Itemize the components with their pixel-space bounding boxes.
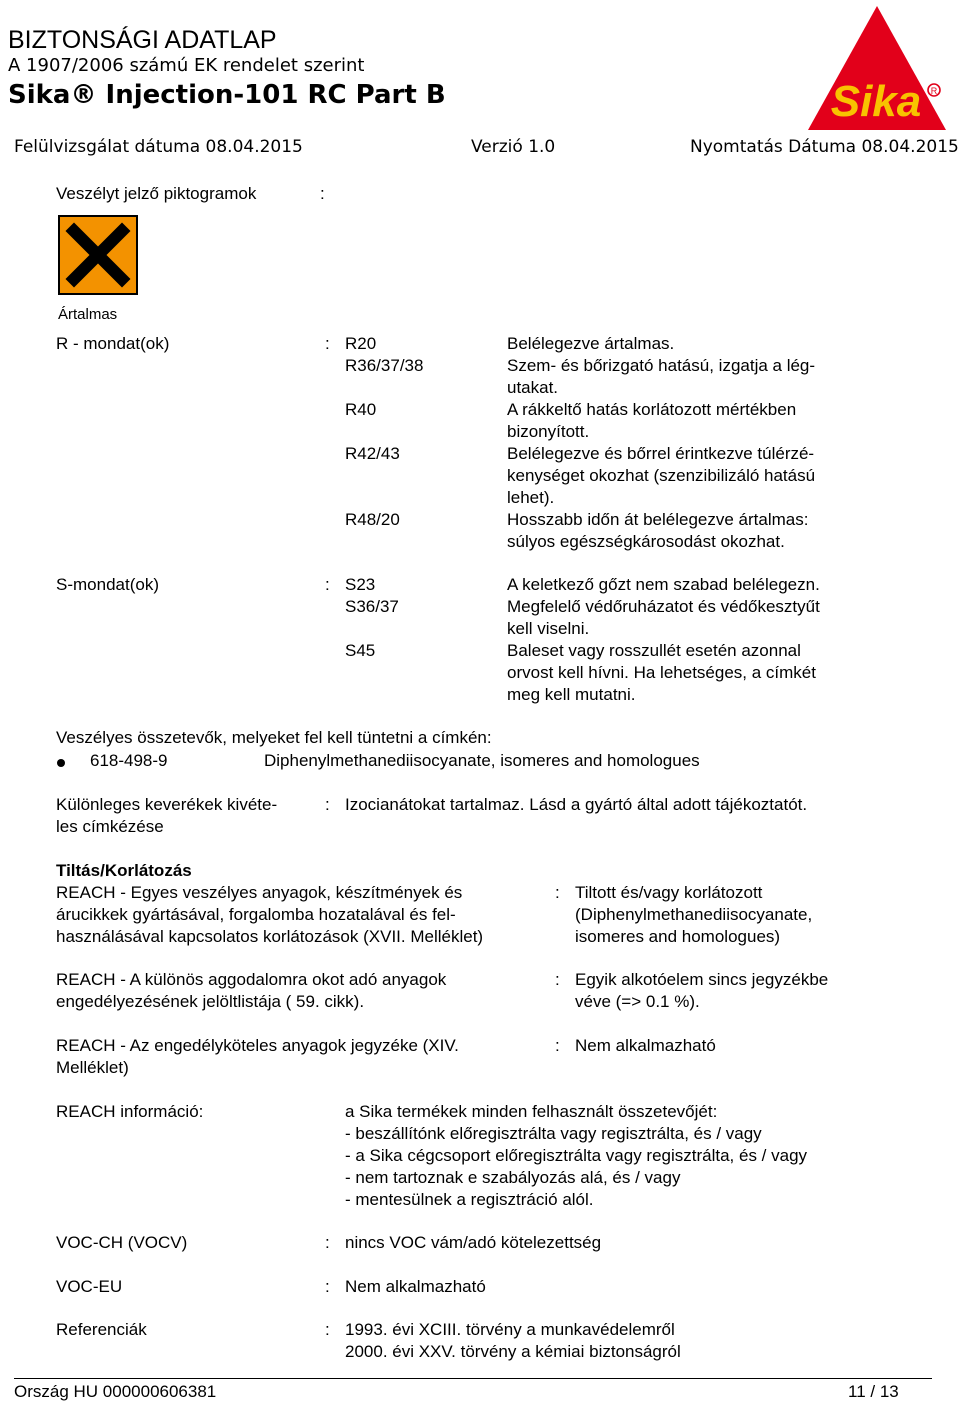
voc-ch-separator: : — [325, 1233, 330, 1252]
special-separator: : — [325, 795, 330, 814]
references-separator: : — [325, 1320, 330, 1339]
s-text-line: Baleset vagy rosszullét esetén azonnal — [507, 641, 801, 660]
s-text-line: Megfelelő védőruházatot és védőkesztyűt — [507, 597, 820, 616]
restriction-separator: : — [555, 883, 560, 902]
r-text-line: utakat. — [507, 378, 559, 397]
r-text-line: Belélegezve ártalmas. — [507, 334, 675, 353]
reach-info-line: - nem tartoznak e szabályozás alá, és / vagy — [345, 1168, 681, 1187]
print-date: Nyomtatás Dátuma 08.04.2015 — [690, 137, 959, 157]
voc-ch-label: VOC-CH (VOCV) — [56, 1233, 188, 1252]
reach-info-line: - beszállítónk előregisztrálta vagy regisztrálta, és / vagy — [345, 1124, 762, 1143]
restriction-label-line: árucikkek gyártásával, forgalomba hozatalával és fel- — [56, 905, 456, 924]
r-code: R40 — [345, 400, 377, 419]
s-text-line: kell viselni. — [507, 619, 590, 638]
restriction-label-line: Melléklet) — [56, 1058, 129, 1077]
restriction-separator: : — [555, 970, 560, 989]
r-text-line: Belélegezve és bőrrel érintkezve túlérzé- — [507, 444, 815, 463]
restriction-value-line: Nem alkalmazható — [575, 1036, 716, 1055]
restriction-label-line: használásával kapcsolatos korlátozások (XVII. Melléklet) — [56, 927, 484, 946]
reach-info-label: REACH információ: — [56, 1102, 204, 1121]
version: Verzió 1.0 — [471, 137, 556, 157]
reach-info-line: - a Sika cégcsoport előregisztrálta vagy regisztrálta, és / vagy — [345, 1146, 808, 1165]
special-label-line: les címkézése — [56, 817, 164, 836]
special-label-line: Különleges keverékek kivéte- — [56, 795, 278, 814]
document-type-title: BIZTONSÁGI ADATLAP — [8, 26, 277, 54]
harmful-x-icon — [58, 215, 138, 295]
voc-eu-separator: : — [325, 1277, 330, 1296]
s-text-line: orvost kell hívni. Ha lehetséges, a címkét — [507, 663, 816, 682]
voc-ch-value: nincs VOC vám/adó kötelezettség — [345, 1233, 602, 1252]
r-text-line: súlyos egészségkárosodást okozhat. — [507, 532, 785, 551]
footer-divider — [14, 1378, 932, 1379]
restriction-value-line: isomeres and homologues) — [575, 927, 781, 946]
pictograms-separator: : — [320, 184, 325, 203]
r-code: R20 — [345, 334, 377, 353]
reference-line: 1993. évi XCIII. törvény a munkavédelemről — [345, 1320, 675, 1339]
restriction-label-line: REACH - A különös aggodalomra okot adó anyagok — [56, 970, 447, 989]
component-name: Diphenylmethanediisocyanate, isomeres and homologues — [264, 751, 700, 770]
footer-country: Ország HU 000000606381 — [14, 1382, 217, 1401]
restriction-value-line: Tiltott és/vagy korlátozott — [575, 883, 763, 902]
reach-info-line: a Sika termékek minden felhasznált összetevőjét: — [345, 1102, 718, 1121]
reach-info-line: - mentesülnek a regisztráció alól. — [345, 1190, 594, 1209]
s-code: S45 — [345, 641, 376, 660]
r-text-line: Szem- és bőrizgató hatású, izgatja a lég- — [507, 356, 816, 375]
restriction-label-line: engedélyezésének jelöltlistája ( 59. cikk). — [56, 992, 365, 1011]
r-text-line: bizonyított. — [507, 422, 590, 441]
s-text-line: meg kell mutatni. — [507, 685, 636, 704]
reference-line: 2000. évi XXV. törvény a kémiai biztonságról — [345, 1342, 681, 1361]
product-name: Sika® Injection-101 RC Part B — [8, 80, 446, 110]
components-heading: Veszélyes összetevők, melyeket fel kell tüntetni a címkén: — [56, 728, 492, 747]
references-label: Referenciák — [56, 1320, 147, 1339]
restriction-value-line: (Diphenylmethanediisocyanate, — [575, 905, 813, 924]
restriction-label-line: REACH - Egyes veszélyes anyagok, készítmények és — [56, 883, 463, 902]
r-text-line: kenységet okozhat (szenzibilizáló hatású — [507, 466, 816, 485]
voc-eu-value: Nem alkalmazható — [345, 1277, 486, 1296]
s-code: S23 — [345, 575, 376, 594]
r-text-line: Hosszabb időn át belélegezve ártalmas: — [507, 510, 809, 529]
sika-logo-icon — [806, 4, 948, 132]
component-number: 618-498-9 — [90, 751, 168, 770]
s-phrases-label: S-mondat(ok) — [56, 575, 159, 594]
restriction-value-line: véve (=> 0.1 %). — [575, 992, 700, 1011]
s-text-line: A keletkező gőzt nem szabad belélegezn. — [507, 575, 820, 594]
footer-page-number: 11 / 13 — [848, 1382, 899, 1401]
svg-text:R: R — [930, 86, 938, 96]
regulation-subtitle: A 1907/2006 számú EK rendelet szerint — [8, 55, 365, 76]
restrictions-heading: Tiltás/Korlátozás — [56, 861, 192, 880]
restriction-value-line: Egyik alkotóelem sincs jegyzékbe — [575, 970, 829, 989]
r-code: R42/43 — [345, 444, 400, 463]
s-phrases-separator: : — [325, 575, 330, 594]
restriction-label-line: REACH - Az engedélyköteles anyagok jegyzéke (XIV. — [56, 1036, 459, 1055]
pictogram-caption: Ártalmas — [58, 306, 118, 323]
revision-date: Felülvizsgálat dátuma 08.04.2015 — [14, 137, 303, 157]
r-phrases-label: R - mondat(ok) — [56, 334, 170, 353]
r-text-line: A rákkeltő hatás korlátozott mértékben — [507, 400, 797, 419]
r-phrases-separator: : — [325, 334, 330, 353]
bullet-icon — [57, 759, 65, 767]
r-code: R48/20 — [345, 510, 400, 529]
pictograms-label: Veszélyt jelző piktogramok — [56, 184, 257, 203]
svg-text:Sika: Sika — [830, 77, 922, 126]
r-text-line: lehet). — [507, 488, 555, 507]
voc-eu-label: VOC-EU — [56, 1277, 123, 1296]
s-code: S36/37 — [345, 597, 399, 616]
special-value: Izocianátokat tartalmaz. Lásd a gyártó által adott tájékoztatót. — [345, 795, 808, 814]
r-code: R36/37/38 — [345, 356, 424, 375]
restriction-separator: : — [555, 1036, 560, 1055]
